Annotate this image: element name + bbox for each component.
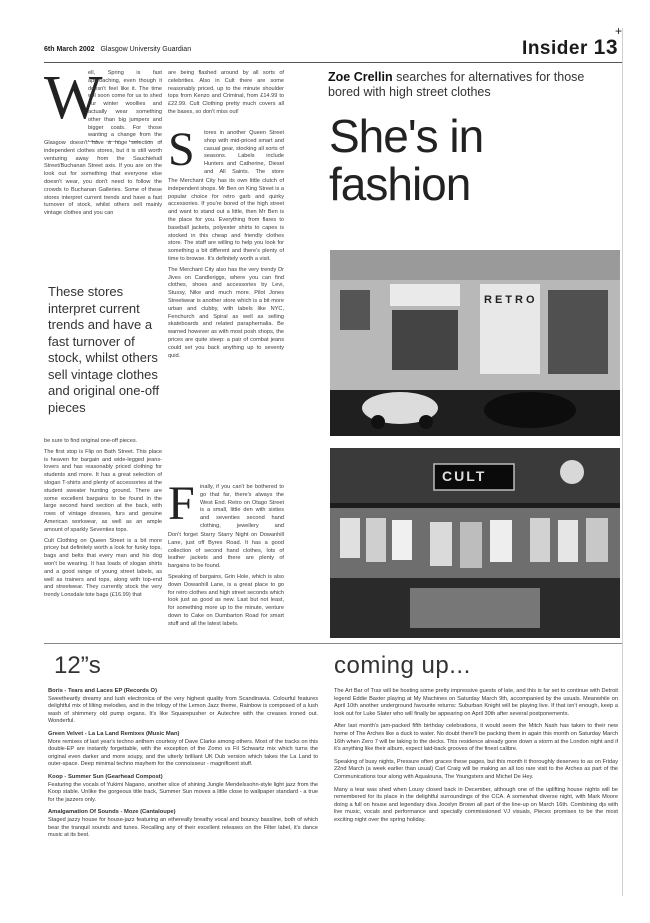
review-item <box>48 774 318 804</box>
review-body: Sweetheartly dreamy and lush electronica of the very highest quality from Scandinavia. Colourful features delightful mix of lilting melodies, and in the trilogy of the Lemon Jazz theme, Rainbow is composed of a lush wash of shimmery old pump organs. It's like Squarepusher or Autechre with the creases ironed out. Wonderful. <box>48 695 318 725</box>
byline-text: searches for alternatives for those bored with high street clothes <box>328 70 585 99</box>
page-number: 13 <box>593 36 618 59</box>
page-header-meta <box>44 46 191 53</box>
issue-date: 6th March 2002 <box>44 46 95 53</box>
article-paragraph: The Merchant City has its own little clutch of independent shops. Mr Ben on King Street is a popular choice for retro garb and quirky accessories. If you're bored of the high street and want to stand out a little, then Mr Ben is the place for you. Everything from flares to baseball jackets, polyester shirts to capes is stocked in this cheap and friendly clothes store. The staff are willing to help you look for something a bit different and there's plenty of time to browse. It's definitely worth a visit. <box>168 178 284 262</box>
section-header <box>522 36 618 60</box>
headline <box>329 112 483 208</box>
review-item <box>48 731 318 769</box>
review-body: Staged jazzy house for house-jazz featuring an ethereally breathy vocal and bouncy bassline, both of which bear the tranquil sounds and tunes. Recalling any of their excellent releases on the Filter label, it's dance music at its best. <box>48 816 318 839</box>
article-paragraph: ell, Spring is fast approaching, even though it doesn't feel like it. The time will soon come for us to shed our winter woollies and actually wear something other than big jumpers and bigger coats. For those wanting a change from the <box>88 70 162 139</box>
photo-retro-shopfront <box>330 250 620 436</box>
byline-author: Zoe Crellin <box>328 70 393 84</box>
article-paragraph: Don't forget Starry Starry Night on Dowanhill Lane, just off Byres Road. It has a good collection of second hand clothes, lots of leather jackets and there are plenty of bargains to be found. <box>168 532 284 570</box>
article-col2-body <box>168 178 284 478</box>
article-paragraph: Speaking of bargains, Grin Hole, which is also down Dowanhill Lane, is a great place to go for retro clothes and high street seconds which look just as good as new. Last but not least, for something more up to the minute, venture down to Cake on Dumbarton Road for smart stuff and all the latest labels. <box>168 573 284 627</box>
article-paragraph: Cult Clothing on Queen Street is a bit more pricey but definitely worth a look for funky tops, bags and belts that every man and his dog won't be wearing. It has loads of slogan shirts and a good range of young street labels, as well as trainers and tops, along with top-end and streetwear. They currently stock the very trendy Lonsdale tote bags (£16.99) that <box>44 537 162 599</box>
shopfront-illustration <box>330 250 620 436</box>
drop-cap-w: W <box>44 64 103 132</box>
review-item <box>48 688 318 726</box>
plus-mark: + <box>614 24 622 38</box>
headline-line-1: She's in <box>329 110 484 162</box>
article-col1-lower <box>44 438 162 634</box>
retro-shop-sign: RETRO <box>484 294 538 306</box>
gig-paragraph: The Art Bar of Trax will be hosting some pretty impressive guests of late, and this is far set to continue with Detroit legend Eddie Baxter playing at My Machines on Saturday March 9th, accompanied by the usuals. Meanwhile on April 10th another underground favourite returns: Suburban Knight will be playing live. If that isn't enough, keep a look out for Luke Slater who will finally be appearing on April 30th after several postponements. <box>334 688 618 717</box>
article-paragraph: The Merchant City also has the very trendy Dr Jives on Candleriggs, where you can find clothes, shoes and accessories by Levi, Stussy, Nike and much more. Pilot Jones Streetwear is another store which is a bit more urban and clubby, with labels like NYC, Fenchurch and Spiral as well as selling skateboards and related paraphernalia. Be warned however as with most posh shops, the prices are quite steep: a pair of combat jeans could set you back anything up to seventy quid. <box>168 266 284 359</box>
headline-line-2: fashion <box>329 158 471 210</box>
gigs-heading: coming up... <box>334 652 471 679</box>
gig-paragraph: Many a tear was shed when Lousy closed back in December, although one of the uplifting house nights will be remembered for its place in the delightful surroundings of the CCA. A somewhat diverse night, with Mark Moore doing a full on house and legendary diva Jocelyn Brown all part of the line-up on March 16th. Combining djs with live music, vocals and performance and specially commissioned VJ visuals, Pieces promises to be the most exciting night over the spring holiday. <box>334 786 618 823</box>
review-title: Amalgamation Of Sounds - Moze (Cantaloupe) <box>48 809 176 816</box>
paper-name: Glasgow University Guardian <box>100 46 192 53</box>
review-title: Green Velvet - La La Land Remixes (Music Man) <box>48 730 180 737</box>
review-body: Featuring the vocals of Yukimi Nagano, another slice of shining Jungle Mendelssohn-style light jazz from the Koop stable. Unlike the gorgeous title track, Summer Sun moves a little close to wallpaper standard - a true for the jazzers only. <box>48 781 318 803</box>
article-paragraph: be sure to find original one-off pieces. <box>44 438 138 444</box>
article-col2-end <box>168 532 284 636</box>
gigs-column <box>334 688 618 894</box>
byline <box>328 70 618 100</box>
article-col2-lead-2 <box>200 484 284 530</box>
review-body: More remixes of last year's techno anthem courtesy of Dave Clarke among others. Most of the tracks on this double-EP are instantly forgettable, with the exception of the Zomo vs Fil Schwartz mix which turns the original even darker and more soupy, and the utterly brilliant UK Dub version which takes the La Land to outer-space. Deep minimal techno mayhem for the connoisseur - magnificent stuff. <box>48 738 318 768</box>
article-paragraph: Glasgow doesn't have a huge selection of independent clothes stores, but it is still worth venturing away from the Sauchiehall Street/Buchanan Street axis. If you are on the look out for something that everyone else doesn't wear, you don't need to follow the crowds to Buchanan Galleries. Some of these stores interpret current trends and have a fast turnover of stock, whilst others sell mainly vintage clothes and you can <box>44 140 162 217</box>
gig-paragraph: After last month's jam-packed fifth birthday celebrations, it would seem the Mitch Nash has taken to their new home of The Arches like a duck to water. No doubt there'll be packing them in again this month on Saturday March 16th when Zero 7 will be taking to the decks. This residence already gone down a storm at the London night and if it's anything like their album, expect laid-back grooves of the finest calibre. <box>334 723 618 753</box>
article-paragraph: The first stop is Flip on Bath Street. This place is heaven for bargain and wide-legged jeans-lovers and has reasonably priced clothing for students and more. It has a great selection of slogan T-shirts and plenty of accessories at the student sweater hunting ground. There are some excellent bargains to be found in the large second hand section at the back, with rows of vintage dresses, furs and genuine American workwear, as well as an ample amount of sparkly Seventies tops. <box>44 448 162 533</box>
article-col2-top <box>168 70 284 126</box>
gig-paragraph: Speaking of busy nights, Pressure often graces these pages, but this month it thoroughly deserves to as on Friday 22nd March (a week earlier than usual) Carl Craig will be making an all too rare visit to the Arches as part of the Communications tour along with Aqualouna, The Youngsters and Michel De Hey. <box>334 758 618 780</box>
article-col2-lead <box>204 130 284 176</box>
pull-quote: These stores interpret current trends and have a fast turnover of stock, whilst others sell vintage clothes and original one-off pieces <box>48 284 160 415</box>
cult-shop-sign: CULT <box>442 468 487 484</box>
review-title: Boris - Tears and Laces EP (Records O) <box>48 688 157 694</box>
drop-cap-f: F <box>168 477 195 530</box>
article-paragraph: are being flashed around by all sorts of celebrities. Also in Cult there are some reasonably priced, up to the minute shoulder tops from Kenzo and Criminal, from £14.99 to £22.99. Cult Clothing pretty much covers all the bases, so don't miss out! <box>168 70 284 115</box>
section-divider <box>44 643 622 644</box>
drop-cap-s: S <box>168 123 195 176</box>
newspaper-page <box>44 24 623 896</box>
review-title: Koop - Summer Sun (Gearhead Compost) <box>48 773 163 780</box>
photo-cult-interior <box>330 448 620 638</box>
section-name: Insider <box>522 38 588 59</box>
reviews-heading: 12”s <box>54 652 101 679</box>
article-paragraph: inally, if you can't be bothered to go that far, there's always the West End. Retro on Otago Street is a small, little den with sixties and seventies second hand clothing, jewellery and <box>200 484 284 529</box>
article-col1-upper <box>44 140 162 280</box>
article-col1-lead <box>88 70 162 142</box>
review-item <box>48 809 318 839</box>
header-rule <box>44 62 622 63</box>
reviews-column <box>48 688 318 894</box>
article-paragraph: tores in another Queen Street shop with mid-priced smart and casual gear, stocking all sorts of seasons. Labels include Hunters and Catherine, Diesel and All Saints. The store <box>204 130 284 175</box>
